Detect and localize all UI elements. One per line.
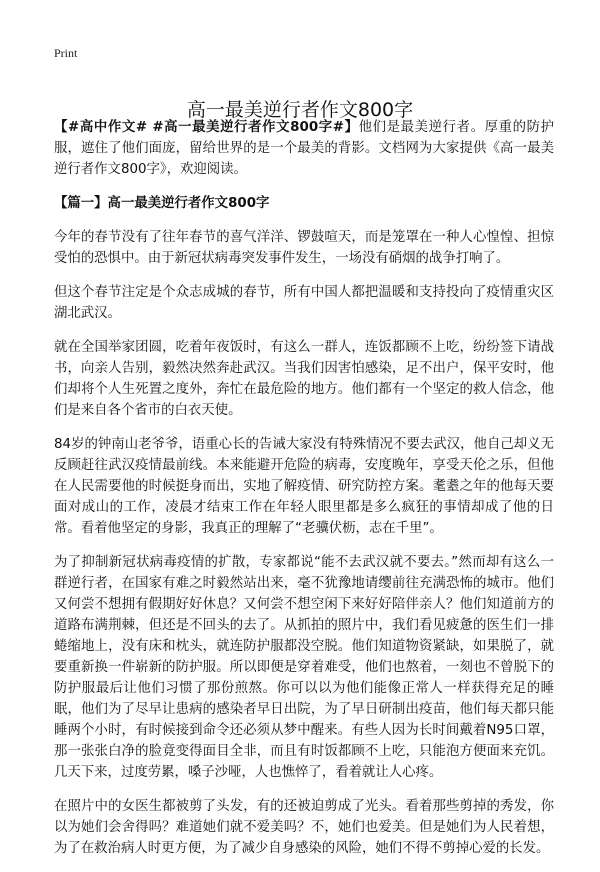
article-body (54, 117, 554, 872)
paragraph-5: 为了抑制新冠状病毒疫情的扩散，专家都说“能不去武汉就不要去。”然而却有这么一群逆行者，在国家有难之时毅然站出来，毫不犹豫地请缨前往充满恐怖的城市。他们又何尝不想拥有假期好好休息？又何尝不想空闲下来好好陪伴亲人？他们知道前方的道路布满荆棘，但还是不回头的去了。从抓拍的照片中，我们看见疲惫的医生们一排蜷缩地上，没有床和枕头，就连防护服都没空脱。他们知道物资紧缺，如果脱了，就要重新换一件崭新的防护服。所以即便是穿着难受，他们也熬着，一刻也不曾脱下的防护服最后让他们习惯了那份煎熬。你可以以为他们能像正常人一样获得充足的睡眠，他们为了尽早让患病的感染者早日出院，为了早日研制出疫苗，他们每天都只能睡两个小时，有时候接到命令还必须从梦中醒来。有些人因为长时间戴着N95口罩，那一张张白净的脸竟变得面目全非，而且有时饭都顾不上吃，只能泡方便面来充饥。几天下来，过度劳累，嗓子沙哑，人也憔悴了，看着就让人心疼。 (54, 555, 554, 780)
intro-tags: 【#高中作文# #高一最美逆行者作文800字#】 (54, 120, 359, 135)
paragraph-6: 在照片中的女医生都被剪了头发，有的还被迫剪成了光头。看着那些剪掉的秀发，你以为她们会舍得吗？难道她们就不爱美吗？不，她们也爱美。但是她们为人民着想，为了在救治病人时更方便，为了减少自身感染的风险，她们不得不剪掉心爱的长发。 (54, 799, 554, 856)
paragraph-2: 但这个春节注定是个众志成城的春节，所有中国人都把温暖和支持投向了疫情重灾区湖北武汉。 (54, 285, 554, 321)
paragraph-1: 今年的春节没有了往年春节的喜气洋洋、锣鼓喧天，而是笼罩在一种人心惶惶、担惊受怕的恐惧中。由于新冠状病毒突发事件发生，一场没有硝烟的战争打响了。 (54, 230, 554, 266)
intro-text: 他们是最美逆行者。厚重的防护服，遮住了他们面庞，留给世界的是一个最美的背影。文档网为大家提供《高一最美逆行者作文800字》，欢迎阅读。 (54, 120, 554, 177)
intro-paragraph (54, 117, 554, 180)
paragraph-4: 84岁的钟南山老爷爷，语重心长的告诫大家没有特殊情况不要去武汉，他自己却义无反顾赶往武汉疫情最前线。本来能避开危险的病毒，安度晚年，享受天伦之乐，但他在人民需要他的时候挺身而出，实地了解疫情、研究防控方案。耄耋之年的他每天要面对成山的工作，凌晨才结束工作在年轻人眼里都是多么疯狂的事情却成了他的日常。看着他坚定的身影，我真正的理解了“老骥伏枥，志在千里”。 (54, 437, 554, 536)
section-heading: 【篇一】高一最美逆行者作文800字 (54, 196, 270, 211)
page-title: 高一最美逆行者作文800字 (186, 98, 414, 121)
paragraph-3: 就在全国举家团圆，吃着年夜饭时，有这么一群人，连饭都顾不上吃，纷纷签下请战书，向亲人告别，毅然决然奔赴武汉。当我们因害怕感染，足不出户，保平安时，他们却将个人生死置之度外，奔忙在最危险的地方。他们都有一个坚定的救人信念，他们是来自各个省市的白衣天使。 (54, 340, 554, 418)
print-label: Print (54, 46, 78, 60)
